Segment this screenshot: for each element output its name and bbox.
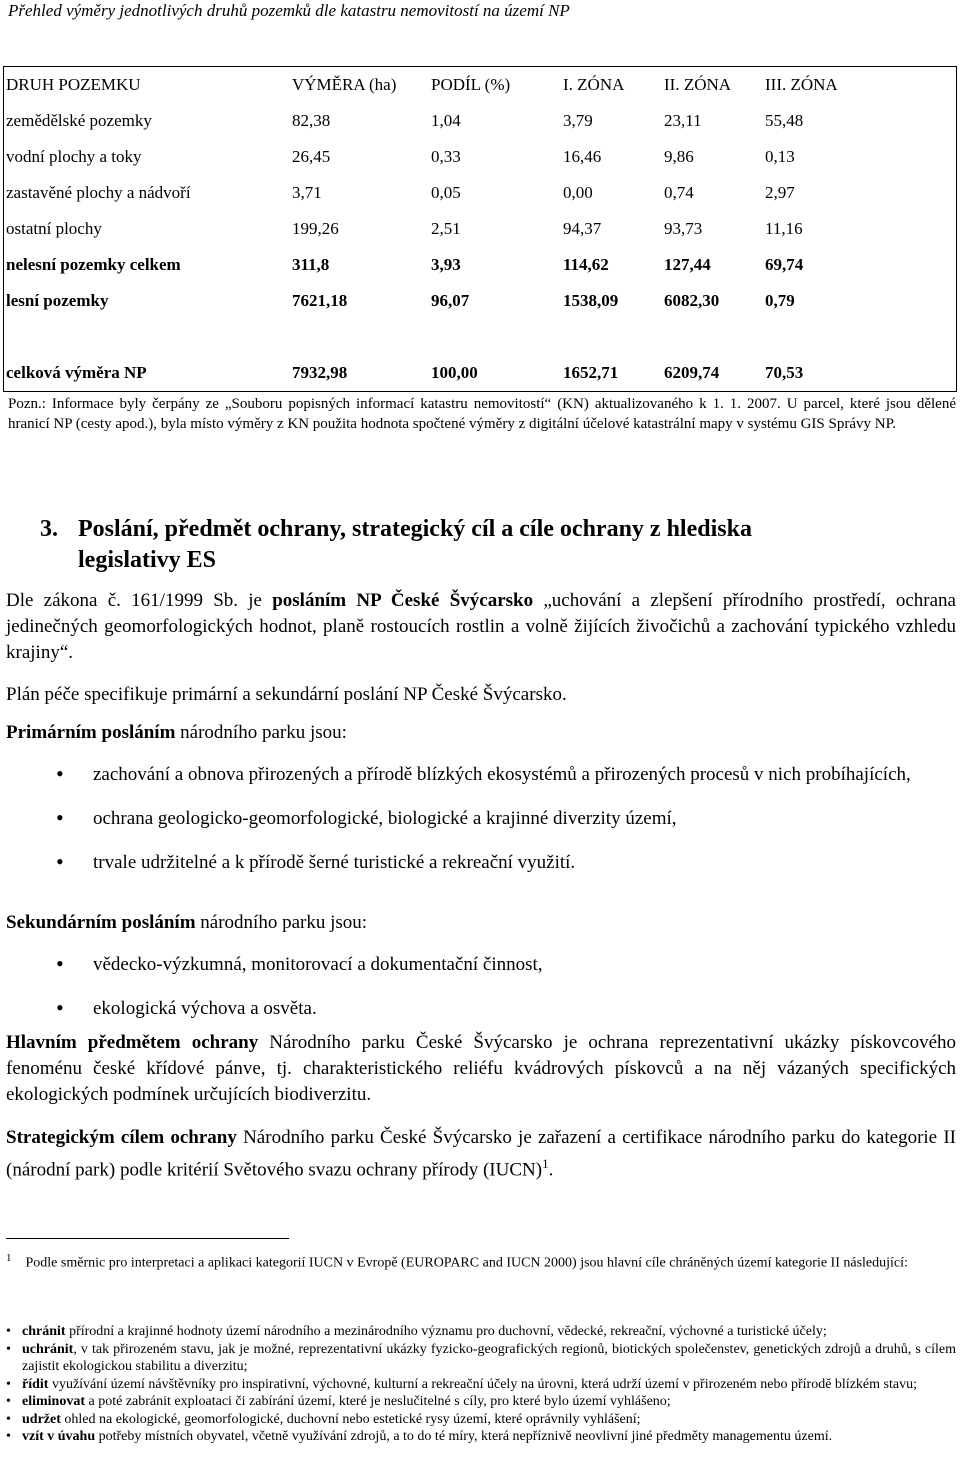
para1-pre: Dle zákona č. 161/1999 Sb. je bbox=[6, 590, 273, 611]
table-cell: 311,8 bbox=[292, 255, 330, 274]
table-cell: 0,33 bbox=[431, 147, 461, 166]
footnote-mark: 1 bbox=[6, 1252, 12, 1264]
item-rest: využívání území návštěvníky pro inspirativní, výchovné, kulturní a rekreační účely na úrovni, která udrží území v přirozeném nebo přírodě blízkém stavu; bbox=[48, 1376, 917, 1392]
item-bold: řídit bbox=[22, 1376, 49, 1392]
header-cell: III. ZÓNA bbox=[765, 75, 838, 94]
table-row bbox=[4, 175, 957, 211]
main-subject-rest: Národního parku České Švýcarsko je ochrana reprezentativní ukázky pískovcového fenoménu české křídové pánve, tj. charakteristického reliéfu kvádrových pískovců a na něj vázaných specifických ekologických podmínek určujících biodiverzitu. bbox=[6, 1032, 957, 1105]
table-cell: 82,38 bbox=[292, 111, 331, 130]
table-cell: 100,00 bbox=[431, 363, 478, 382]
footnote-text bbox=[6, 1250, 956, 1272]
item-bold: eliminovat bbox=[22, 1394, 85, 1409]
item-bold: vzít v úvahu bbox=[22, 1429, 96, 1444]
table-cell: 0,79 bbox=[765, 291, 795, 310]
table-cell: 94,37 bbox=[563, 219, 602, 238]
paragraph-law bbox=[6, 588, 956, 666]
list-item bbox=[6, 1341, 956, 1376]
item-rest: přírodní a krajinné hodnoty území národního a mezinárodního významu pro duchovní, vědecké, rekreační, výchovné a turistické účely; bbox=[65, 1324, 827, 1339]
primary-mission-list bbox=[56, 762, 956, 894]
footnote-ref: 1 bbox=[542, 1156, 549, 1171]
table-row bbox=[4, 283, 957, 319]
list-item: • ekologická výchova a osvěta. bbox=[56, 996, 956, 1022]
table-cell: 26,45 bbox=[292, 147, 331, 166]
strategic-bold: Strategickým cílem ochrany bbox=[6, 1127, 237, 1148]
table-cell: 3,93 bbox=[431, 255, 461, 274]
table-cell: 6209,74 bbox=[664, 363, 720, 382]
header-cell: DRUH POZEMKU bbox=[6, 75, 141, 94]
table-cell: 0,05 bbox=[431, 183, 461, 202]
section-title-line1: Poslání, předmět ochrany, strategický cíl a cíle ochrany z hlediska bbox=[78, 516, 752, 542]
list-item: • vědecko-výzkumná, monitorovací a dokumentační činnost, bbox=[56, 952, 956, 978]
table-cell: celková výměra NP bbox=[6, 363, 147, 382]
header-cell: VÝMĚRA (ha) bbox=[292, 75, 397, 94]
table-cell: 7932,98 bbox=[292, 363, 348, 382]
header-cell: I. ZÓNA bbox=[563, 75, 625, 94]
table-cell: 3,71 bbox=[292, 183, 322, 202]
list-item bbox=[6, 1376, 956, 1394]
para1-post: „uchování a zlepšení přírodního prostředí, ochrana jedinečných geomorfologických hodnot, planě rostoucích rostlin a volně žijících živočichů a zachování typického vzhledu krajiny“. bbox=[6, 590, 956, 663]
para1-bold: posláním NP České Švýcarsko bbox=[272, 590, 534, 611]
item-rest: ohled na ekologické, geomorfologické, duchovní nebo estetické rysy území, které oprávnily vyhlášení; bbox=[60, 1411, 641, 1427]
primary-rest: národního parku jsou: bbox=[175, 722, 347, 743]
table-cell: nelesní pozemky celkem bbox=[6, 255, 181, 274]
strategic-goal-paragraph bbox=[6, 1125, 956, 1183]
item-bold: uchránit bbox=[22, 1341, 74, 1357]
table-cell: 1538,09 bbox=[563, 291, 619, 310]
main-subject-bold: Hlavním předmětem ochrany bbox=[6, 1032, 259, 1053]
table-cell: 16,46 bbox=[563, 147, 602, 166]
secondary-mission-list bbox=[56, 952, 956, 1040]
list-item: • ochrana geologicko-geomorfologické, biologické a krajinné diverzity území, bbox=[56, 806, 956, 832]
page-title: Přehled výměry jednotlivých druhů pozemků dle katastru nemovitostí na území NP bbox=[8, 1, 570, 20]
table-cell: vodní plochy a toky bbox=[6, 147, 142, 166]
table-cell: 0,13 bbox=[765, 147, 795, 166]
table-cell: 11,16 bbox=[765, 219, 803, 238]
table-cell: 6082,30 bbox=[664, 291, 720, 310]
section-title-line2: legislativy ES bbox=[78, 547, 217, 573]
table-cell: 9,86 bbox=[664, 147, 694, 166]
table-row bbox=[4, 139, 957, 175]
primary-mission-intro bbox=[6, 720, 956, 746]
table-cell: 199,26 bbox=[292, 219, 339, 238]
item-bold: udržet bbox=[22, 1411, 61, 1427]
table-spacer-cell bbox=[4, 319, 957, 355]
section-number: 3. bbox=[40, 516, 58, 542]
table-cell: zastavěné plochy a nádvoří bbox=[6, 183, 191, 202]
secondary-rest: národního parku jsou: bbox=[195, 912, 368, 933]
list-item bbox=[6, 1411, 956, 1429]
table-row bbox=[4, 103, 957, 139]
table-cell: 96,07 bbox=[431, 291, 470, 310]
table-cell: 2,97 bbox=[765, 183, 795, 202]
table-total-row bbox=[4, 355, 957, 392]
strategic-rest: Národního parku České Švýcarsko je zařazení a certifikace národního parku do kategorie II (národní park) podle kritérií Světového svazu ochrany přírody (IUCN) bbox=[6, 1127, 956, 1181]
main-subject-paragraph bbox=[6, 1030, 956, 1108]
table-row bbox=[4, 211, 957, 247]
list-item bbox=[6, 1428, 956, 1446]
table-cell: 127,44 bbox=[664, 255, 711, 274]
footnote-body: Podle směrnic pro interpretaci a aplikaci kategorií IUCN v Evropě (EUROPARC and IUCN 2000) jsou hlavní cíle chráněných území kategorie II následující: bbox=[25, 1255, 908, 1271]
primary-bold: Primárním posláním bbox=[6, 722, 176, 743]
table-cell: 0,74 bbox=[664, 183, 694, 202]
table-cell: 93,73 bbox=[664, 219, 703, 238]
header-cell: II. ZÓNA bbox=[664, 75, 732, 94]
table-cell: 69,74 bbox=[765, 255, 804, 274]
table-cell: zemědělské pozemky bbox=[6, 111, 152, 130]
footnote-divider bbox=[6, 1238, 289, 1239]
note-text: : Informace byly čerpány ze „Souboru popisných informací katastru nemovitostí“ (KN) aktualizovaného k 1. 1. 2007. U parcel, které jsou dělené hranicí NP (cesty apod.), byla místo výměry z KN použita hodnota spočtené výměry z digitální účelové katastrální mapy v systému GIS Správy NP. bbox=[8, 396, 956, 432]
strategic-end: . bbox=[548, 1159, 554, 1181]
table-cell: 114,62 bbox=[563, 255, 609, 274]
table-note bbox=[8, 394, 956, 434]
item-rest: , v tak přirozeném stavu, jak je možné, reprezentativní ukázky fyzicko-geografických regionů, biotických společenstev, genetických zdrojů a druhů, s cílem zajistit ekologickou stabilitu a diverzitu; bbox=[22, 1341, 956, 1374]
table-cell: 2,51 bbox=[431, 219, 461, 238]
table-spacer-row bbox=[4, 319, 957, 355]
table-cell: lesní pozemky bbox=[6, 291, 109, 310]
footnote-list bbox=[6, 1323, 956, 1446]
paragraph-plan: Plán péče specifikuje primární a sekundární poslání NP České Švýcarsko. bbox=[6, 684, 567, 705]
list-item bbox=[6, 1323, 956, 1341]
list-item: • trvale udržitelné a k přírodě šerné turistické a rekreační využití. bbox=[56, 850, 956, 876]
table-header-row bbox=[4, 67, 957, 104]
section-heading bbox=[40, 514, 956, 576]
header-cell: PODÍL (%) bbox=[431, 75, 511, 94]
table-cell: 1,04 bbox=[431, 111, 461, 130]
secondary-mission-intro bbox=[6, 910, 956, 936]
table-cell: 7621,18 bbox=[292, 291, 348, 310]
item-rest: potřeby místních obyvatel, včetně využívání zdrojů, a to do té míry, která nepříznivě neovlivní jiné předměty managementu území. bbox=[95, 1429, 833, 1444]
table-cell: 23,11 bbox=[664, 111, 702, 130]
list-item bbox=[6, 1393, 956, 1411]
table-cell: 70,53 bbox=[765, 363, 804, 382]
note-label: Pozn. bbox=[8, 396, 42, 412]
table-cell: 1652,71 bbox=[563, 363, 619, 382]
table-cell: 3,79 bbox=[563, 111, 593, 130]
table-cell: ostatní plochy bbox=[6, 219, 102, 238]
table-row bbox=[4, 247, 957, 283]
table-cell: 0,00 bbox=[563, 183, 593, 202]
list-item: • zachování a obnova přirozených a přírodě blízkých ekosystémů a přirozených procesů v nich probíhajících, bbox=[56, 762, 956, 788]
table-cell: 55,48 bbox=[765, 111, 804, 130]
item-rest: a poté zabránit exploataci či zabírání území, které je neslučitelné s cíly, pro které bylo území vyhlášeno; bbox=[85, 1394, 671, 1409]
item-bold: chránit bbox=[22, 1324, 66, 1339]
secondary-bold: Sekundárním posláním bbox=[6, 912, 196, 933]
land-area-table bbox=[3, 66, 957, 392]
